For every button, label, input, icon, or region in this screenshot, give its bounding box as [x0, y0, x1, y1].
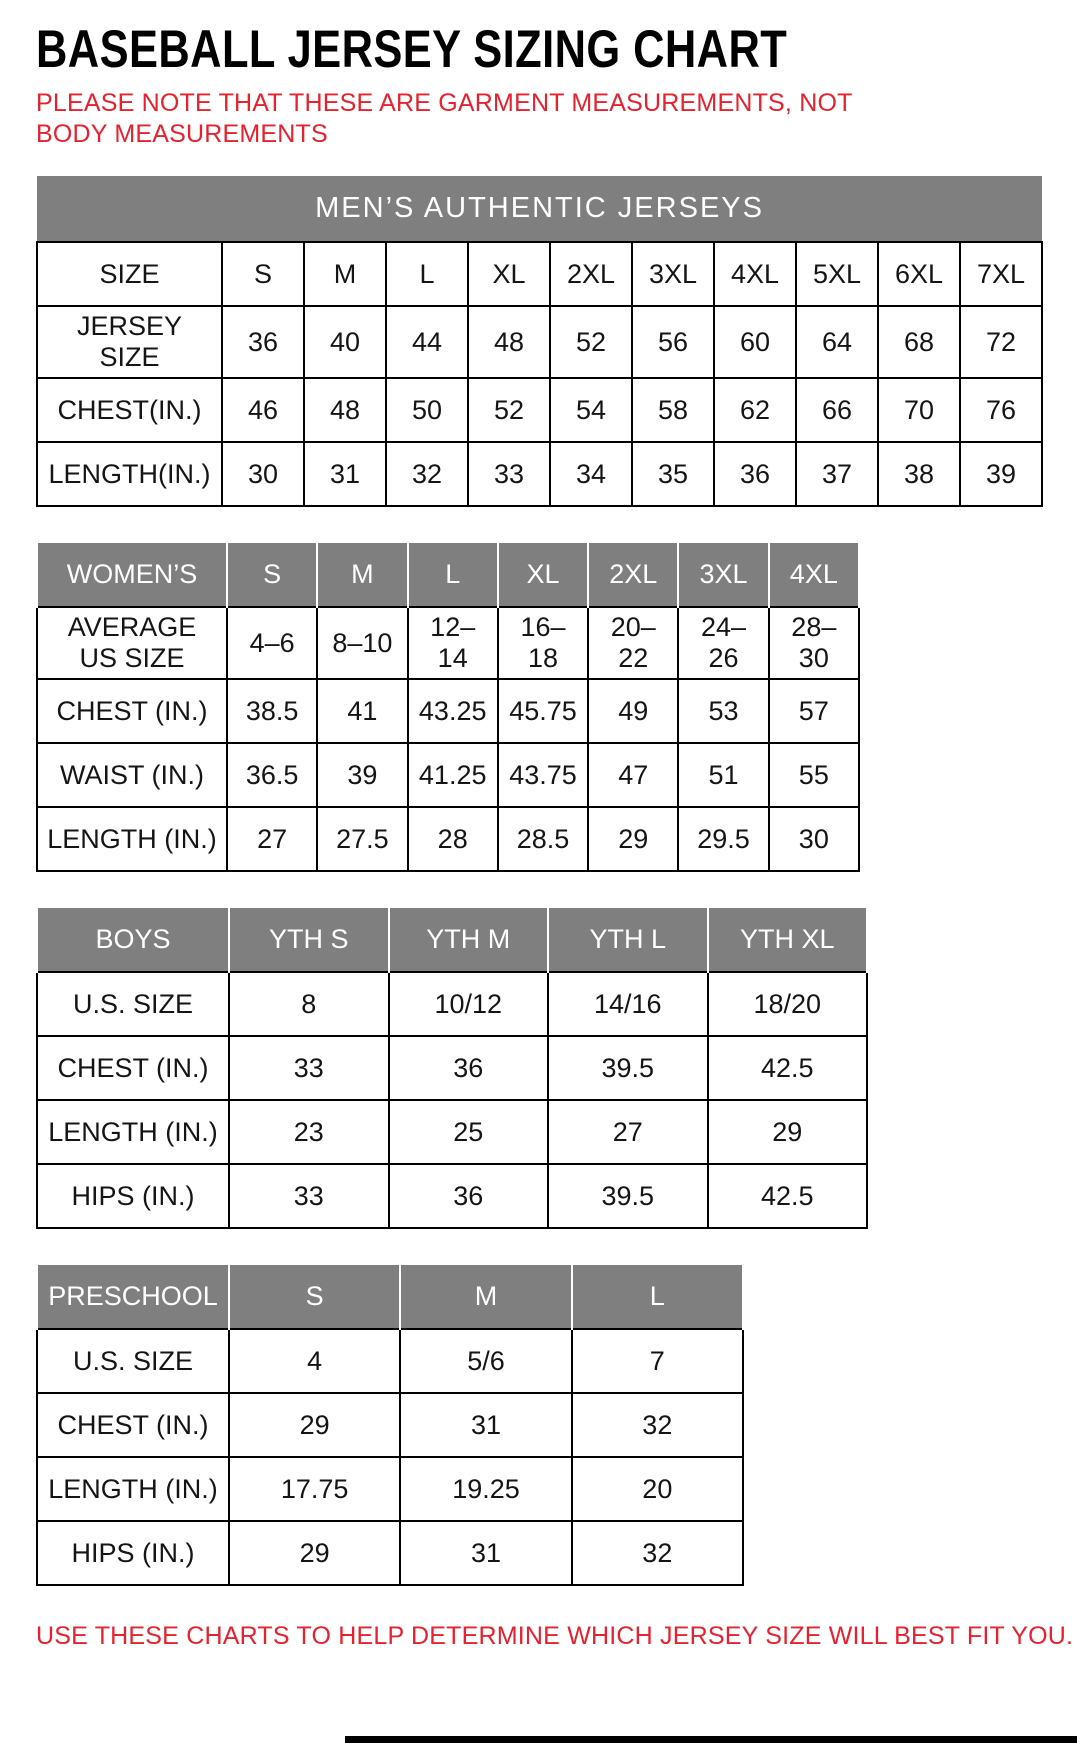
- mens-table-row: [37, 306, 1042, 378]
- mens-column-header: L: [386, 242, 468, 306]
- womens-cell-value: 28–30: [769, 607, 859, 679]
- womens-row-label: WAIST (IN.): [37, 743, 227, 807]
- boys-cell-value: 33: [229, 1164, 389, 1228]
- size-tables-container: [36, 176, 1041, 1586]
- womens-table-row: [37, 679, 859, 743]
- womens-cell-value: 29.5: [678, 807, 768, 871]
- preschool-cell-value: 32: [572, 1393, 743, 1457]
- preschool-cell-value: 31: [400, 1521, 571, 1585]
- womens-cell-value: 43.75: [498, 743, 588, 807]
- mens-cell-value: 48: [304, 378, 386, 442]
- mens-table-title: MEN’S AUTHENTIC JERSEYS: [37, 176, 1042, 242]
- boys-row-label: HIPS (IN.): [37, 1164, 229, 1228]
- womens-row-label: CHEST (IN.): [37, 679, 227, 743]
- mens-cell-value: 56: [632, 306, 714, 378]
- mens-table-row: [37, 378, 1042, 442]
- womens-column-header: L: [408, 543, 498, 607]
- womens-cell-value: 27: [227, 807, 317, 871]
- womens-cell-value: 27.5: [317, 807, 407, 871]
- mens-cell-value: 52: [550, 306, 632, 378]
- womens-cell-value: 39: [317, 743, 407, 807]
- mens-cell-value: 70: [878, 378, 960, 442]
- womens-corner-label: WOMEN’S: [37, 543, 227, 607]
- mens-header-row: [37, 242, 1042, 306]
- mens-cell-value: 68: [878, 306, 960, 378]
- womens-cell-value: 4–6: [227, 607, 317, 679]
- womens-cell-value: 29: [588, 807, 678, 871]
- womens-column-header: 4XL: [769, 543, 859, 607]
- mens-column-header: 4XL: [714, 242, 796, 306]
- womens-cell-value: 30: [769, 807, 859, 871]
- mens-cell-value: 35: [632, 442, 714, 506]
- page-title: [36, 22, 1041, 78]
- mens-cell-value: 38: [878, 442, 960, 506]
- boys-corner-label: BOYS: [37, 908, 229, 972]
- mens-cell-value: 34: [550, 442, 632, 506]
- mens-column-header: 5XL: [796, 242, 878, 306]
- preschool-row-label: U.S. SIZE: [37, 1329, 229, 1393]
- preschool-cell-value: 29: [229, 1521, 400, 1585]
- boys-cell-value: 27: [548, 1100, 708, 1164]
- womens-cell-value: 45.75: [498, 679, 588, 743]
- womens-cell-value: 55: [769, 743, 859, 807]
- preschool-cell-value: 7: [572, 1329, 743, 1393]
- mens-cell-value: 50: [386, 378, 468, 442]
- preschool-table-row: [37, 1393, 743, 1457]
- boys-table-row: [37, 972, 867, 1036]
- mens-table-row: [37, 442, 1042, 506]
- mens-cell-value: 64: [796, 306, 878, 378]
- womens-table-row: [37, 807, 859, 871]
- preschool-cell-value: 17.75: [229, 1457, 400, 1521]
- preschool-corner-label: PRESCHOOL: [37, 1265, 229, 1329]
- boys-cell-value: 25: [389, 1100, 549, 1164]
- mens-column-header: 3XL: [632, 242, 714, 306]
- preschool-row-label: LENGTH (IN.): [37, 1457, 229, 1521]
- mens-row-label: LENGTH(IN.): [37, 442, 222, 506]
- mens-cell-value: 54: [550, 378, 632, 442]
- mens-cell-value: 31: [304, 442, 386, 506]
- garment-measurement-note: PLEASE NOTE THAT THESE ARE GARMENT MEASUREMENTS, NOT BODY MEASUREMENTS: [36, 88, 853, 148]
- mens-cell-value: 44: [386, 306, 468, 378]
- mens-cell-value: 46: [222, 378, 304, 442]
- womens-cell-value: 16–18: [498, 607, 588, 679]
- mens-cell-value: 58: [632, 378, 714, 442]
- womens-cell-value: 49: [588, 679, 678, 743]
- mens-column-header: 2XL: [550, 242, 632, 306]
- mens-cell-value: 32: [386, 442, 468, 506]
- boys-column-header: YTH L: [548, 908, 708, 972]
- preschool-row-label: CHEST (IN.): [37, 1393, 229, 1457]
- mens-column-header: M: [304, 242, 386, 306]
- womens-header-row: [37, 543, 859, 607]
- mens-row-label: CHEST(IN.): [37, 378, 222, 442]
- womens-column-header: 3XL: [678, 543, 768, 607]
- mens-cell-value: 62: [714, 378, 796, 442]
- womens-cell-value: 47: [588, 743, 678, 807]
- boys-cell-value: 36: [389, 1036, 549, 1100]
- boys-cell-value: 42.5: [708, 1036, 868, 1100]
- womens-table-row: [37, 607, 859, 679]
- womens-row-label: AVERAGE US SIZE: [37, 607, 227, 679]
- boys-cell-value: 14/16: [548, 972, 708, 1036]
- boys-size-table: [36, 908, 868, 1229]
- boys-row-label: CHEST (IN.): [37, 1036, 229, 1100]
- boys-column-header: YTH M: [389, 908, 549, 972]
- boys-column-header: YTH XL: [708, 908, 868, 972]
- womens-size-table: [36, 543, 860, 872]
- womens-cell-value: 43.25: [408, 679, 498, 743]
- womens-table-row: [37, 743, 859, 807]
- preschool-cell-value: 29: [229, 1393, 400, 1457]
- mens-cell-value: 36: [222, 306, 304, 378]
- mens-cell-value: 66: [796, 378, 878, 442]
- womens-cell-value: 28.5: [498, 807, 588, 871]
- preschool-row-label: HIPS (IN.): [37, 1521, 229, 1585]
- womens-column-header: S: [227, 543, 317, 607]
- boys-cell-value: 18/20: [708, 972, 868, 1036]
- womens-cell-value: 28: [408, 807, 498, 871]
- boys-column-header: YTH S: [229, 908, 389, 972]
- preschool-cell-value: 20: [572, 1457, 743, 1521]
- footer-note: USE THESE CHARTS TO HELP DETERMINE WHICH JERSEY SIZE WILL BEST FIT YOU.: [36, 1622, 1074, 1651]
- boys-table-row: [37, 1036, 867, 1100]
- womens-cell-value: 12–14: [408, 607, 498, 679]
- mens-cell-value: 33: [468, 442, 550, 506]
- womens-cell-value: 53: [678, 679, 768, 743]
- womens-cell-value: 36.5: [227, 743, 317, 807]
- womens-column-header: 2XL: [588, 543, 678, 607]
- preschool-column-header: S: [229, 1265, 400, 1329]
- boys-cell-value: 39.5: [548, 1036, 708, 1100]
- boys-cell-value: 23: [229, 1100, 389, 1164]
- boys-table-row: [37, 1164, 867, 1228]
- mens-size-table: [36, 176, 1043, 507]
- preschool-cell-value: 31: [400, 1393, 571, 1457]
- boys-table-row: [37, 1100, 867, 1164]
- boys-cell-value: 36: [389, 1164, 549, 1228]
- mens-cell-value: 36: [714, 442, 796, 506]
- womens-cell-value: 24–26: [678, 607, 768, 679]
- mens-cell-value: 30: [222, 442, 304, 506]
- mens-cell-value: 40: [304, 306, 386, 378]
- preschool-size-table: [36, 1265, 744, 1586]
- womens-cell-value: 57: [769, 679, 859, 743]
- page-title-text: BASEBALL JERSEY SIZING CHART: [36, 20, 788, 79]
- boys-cell-value: 8: [229, 972, 389, 1036]
- womens-cell-value: 8–10: [317, 607, 407, 679]
- bottom-edge-bar: [345, 1736, 1077, 1743]
- mens-cell-value: 72: [960, 306, 1042, 378]
- boys-cell-value: 42.5: [708, 1164, 868, 1228]
- mens-row-label: JERSEY SIZE: [37, 306, 222, 378]
- womens-cell-value: 38.5: [227, 679, 317, 743]
- boys-header-row: [37, 908, 867, 972]
- mens-cell-value: 60: [714, 306, 796, 378]
- womens-column-header: XL: [498, 543, 588, 607]
- boys-row-label: U.S. SIZE: [37, 972, 229, 1036]
- mens-banner-row: [37, 176, 1042, 242]
- boys-cell-value: 10/12: [389, 972, 549, 1036]
- preschool-column-header: M: [400, 1265, 571, 1329]
- mens-column-header: XL: [468, 242, 550, 306]
- mens-column-header: 6XL: [878, 242, 960, 306]
- mens-cell-value: 37: [796, 442, 878, 506]
- womens-cell-value: 51: [678, 743, 768, 807]
- womens-cell-value: 20–22: [588, 607, 678, 679]
- preschool-header-row: [37, 1265, 743, 1329]
- mens-cell-value: 39: [960, 442, 1042, 506]
- preschool-table-row: [37, 1329, 743, 1393]
- preschool-table-row: [37, 1521, 743, 1585]
- sizing-chart-page: [36, 20, 1074, 1651]
- womens-row-label: LENGTH (IN.): [37, 807, 227, 871]
- boys-row-label: LENGTH (IN.): [37, 1100, 229, 1164]
- preschool-cell-value: 19.25: [400, 1457, 571, 1521]
- womens-column-header: M: [317, 543, 407, 607]
- mens-cell-value: 48: [468, 306, 550, 378]
- preschool-cell-value: 32: [572, 1521, 743, 1585]
- mens-corner-label: SIZE: [37, 242, 222, 306]
- mens-column-header: S: [222, 242, 304, 306]
- womens-cell-value: 41.25: [408, 743, 498, 807]
- mens-cell-value: 76: [960, 378, 1042, 442]
- boys-cell-value: 29: [708, 1100, 868, 1164]
- mens-cell-value: 52: [468, 378, 550, 442]
- preschool-cell-value: 5/6: [400, 1329, 571, 1393]
- womens-cell-value: 41: [317, 679, 407, 743]
- preschool-cell-value: 4: [229, 1329, 400, 1393]
- mens-column-header: 7XL: [960, 242, 1042, 306]
- boys-cell-value: 39.5: [548, 1164, 708, 1228]
- preschool-column-header: L: [572, 1265, 743, 1329]
- boys-cell-value: 33: [229, 1036, 389, 1100]
- preschool-table-row: [37, 1457, 743, 1521]
